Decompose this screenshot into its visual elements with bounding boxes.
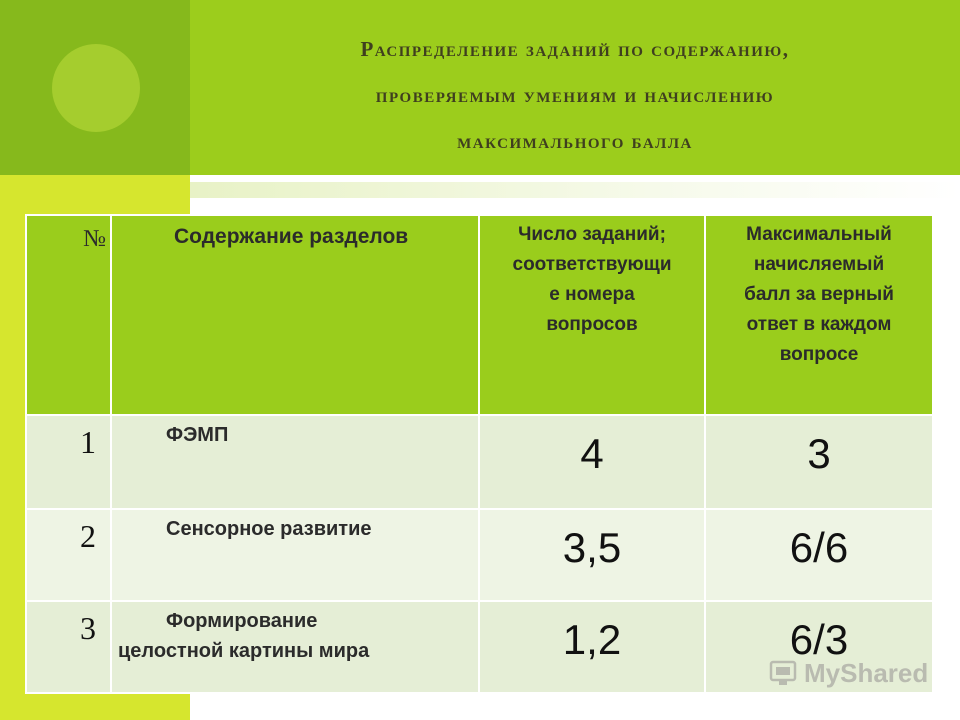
row-tasks: 3,5 bbox=[479, 509, 705, 601]
header-tasks-line: соответствующи bbox=[512, 254, 672, 275]
distribution-table bbox=[25, 214, 934, 694]
divider-stripe bbox=[190, 175, 960, 180]
row-content bbox=[111, 415, 479, 509]
row-score: 6/6 bbox=[705, 509, 933, 601]
header-tasks bbox=[479, 215, 705, 415]
header-score-line: балл за верный bbox=[744, 284, 894, 305]
row-score: 6/3 bbox=[705, 601, 933, 693]
row-content-line: Формирование bbox=[166, 610, 318, 632]
watermark-text: MyShared bbox=[804, 657, 929, 688]
header-tasks-line: Число заданий; bbox=[518, 224, 666, 245]
row-tasks: 4 bbox=[479, 415, 705, 509]
header-score-line: вопросе bbox=[779, 344, 859, 365]
row-content-line: целостной картины мира bbox=[118, 640, 370, 662]
slide-title bbox=[190, 26, 960, 164]
header-tasks-line: е номера bbox=[549, 284, 635, 305]
fade-stripe bbox=[190, 182, 960, 198]
header-number: № bbox=[26, 215, 111, 415]
watermark bbox=[768, 656, 928, 690]
title-line-2: проверяемым умениям и начислению bbox=[375, 83, 775, 107]
header-score-line: ответ в каждом bbox=[746, 314, 892, 335]
decor-circle bbox=[52, 44, 140, 132]
row-content bbox=[111, 601, 479, 693]
row-content bbox=[111, 509, 479, 601]
header-score-line: начисляемый bbox=[753, 254, 885, 275]
row-content-line: Сенсорное развитие bbox=[166, 518, 372, 540]
row-content-line: ФЭМП bbox=[166, 424, 229, 446]
row-number: 3 bbox=[26, 601, 111, 693]
myshared-logo-icon bbox=[768, 658, 798, 688]
header-content: Содержание разделов bbox=[111, 215, 479, 415]
table-row bbox=[26, 415, 933, 509]
row-number: 2 bbox=[26, 509, 111, 601]
table-header-row bbox=[26, 215, 933, 415]
title-line-1: Распределение заданий по содержанию, bbox=[360, 37, 790, 61]
title-line-3: максимального балла bbox=[457, 129, 693, 153]
table-row bbox=[26, 509, 933, 601]
row-number: 1 bbox=[26, 415, 111, 509]
header-max-score bbox=[705, 215, 933, 415]
row-tasks: 1,2 bbox=[479, 601, 705, 693]
header-score-line: Максимальный bbox=[746, 224, 892, 245]
header-tasks-line: вопросов bbox=[546, 314, 638, 335]
row-score: 3 bbox=[705, 415, 933, 509]
